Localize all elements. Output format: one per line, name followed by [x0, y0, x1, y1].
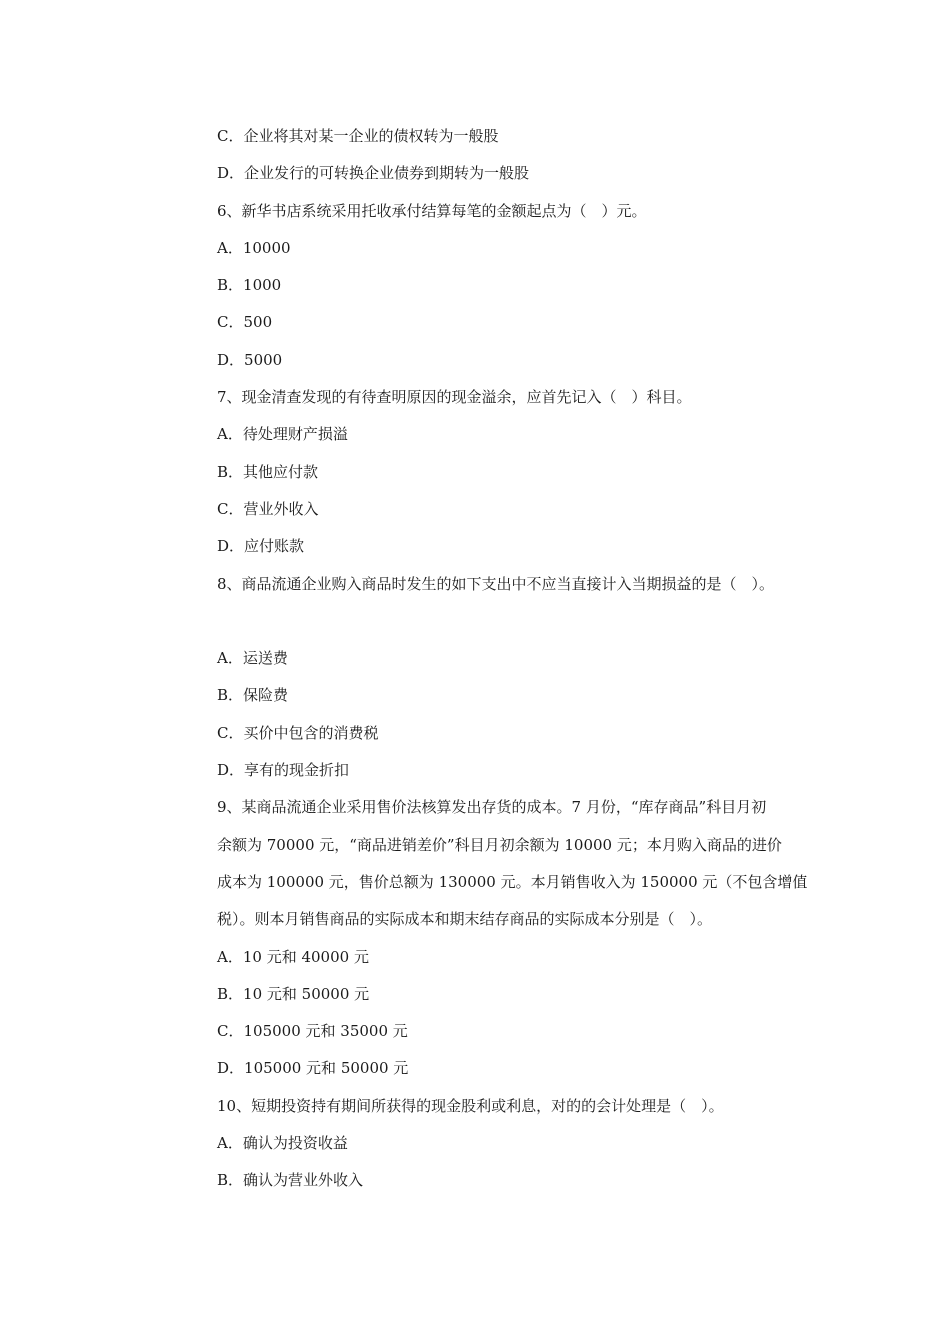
question-9-line-3: 成本为 100000 元，售价总额为 130000 元。本月销售收入为 150000 元（不包含增值 [217, 872, 808, 891]
option-6b: B．1000 [217, 276, 282, 295]
option-6c: C．500 [217, 313, 273, 332]
option-6d: D．5000 [217, 350, 283, 369]
question-9-line-1: 9、某商品流通企业采用售价法核算发出存货的成本。7 月份，“库存商品”科目月初 [217, 798, 767, 817]
option-5d: D．企业发行的可转换企业债券到期转为一般股 [217, 164, 530, 183]
blank-line [217, 603, 849, 640]
question-7: 7、现金清查发现的有待查明原因的现金溢余，应首先记入（ ）科目。 [217, 388, 692, 407]
question-9-line-2: 余额为 70000 元，“商品进销差价”科目月初余额为 10000 元；本月购入商品的进价 [217, 835, 782, 854]
option-8b: B．保险费 [217, 686, 289, 705]
option-7c: C．营业外收入 [217, 499, 319, 518]
option-5c: C．企业将其对某一企业的债权转为一般股 [217, 127, 499, 145]
document-page [217, 118, 849, 1200]
option-6a: A．10000 [217, 238, 291, 257]
option-7b: B．其他应付款 [217, 462, 319, 481]
option-8a: A．运送费 [217, 649, 288, 668]
option-9b: B．10 元和 50000 元 [217, 984, 370, 1003]
question-8: 8、商品流通企业购入商品时发生的如下支出中不应当直接计入当期损益的是（ ）。 [217, 574, 775, 593]
option-7d: D．应付账款 [217, 537, 305, 556]
option-10a: A．确认为投资收益 [217, 1134, 348, 1153]
option-8d: D．享有的现金折扣 [217, 761, 350, 780]
question-9-line-4: 税）。则本月销售商品的实际成本和期末结存商品的实际成本分别是（ ）。 [217, 910, 713, 929]
question-10: 10、短期投资持有期间所获得的现金股利或利息，对的的会计处理是（ ）。 [217, 1096, 724, 1115]
option-7a: A．待处理财产损溢 [217, 425, 348, 444]
option-8c: C．买价中包含的消费税 [217, 723, 379, 742]
option-10b: B．确认为营业外收入 [217, 1171, 364, 1190]
option-9c: C．105000 元和 35000 元 [217, 1022, 408, 1041]
option-9a: A．10 元和 40000 元 [217, 947, 369, 966]
question-6: 6、新华书店系统采用托收承付结算每笔的金额起点为（ ）元。 [217, 201, 647, 220]
option-9d: D．105000 元和 50000 元 [217, 1059, 409, 1078]
